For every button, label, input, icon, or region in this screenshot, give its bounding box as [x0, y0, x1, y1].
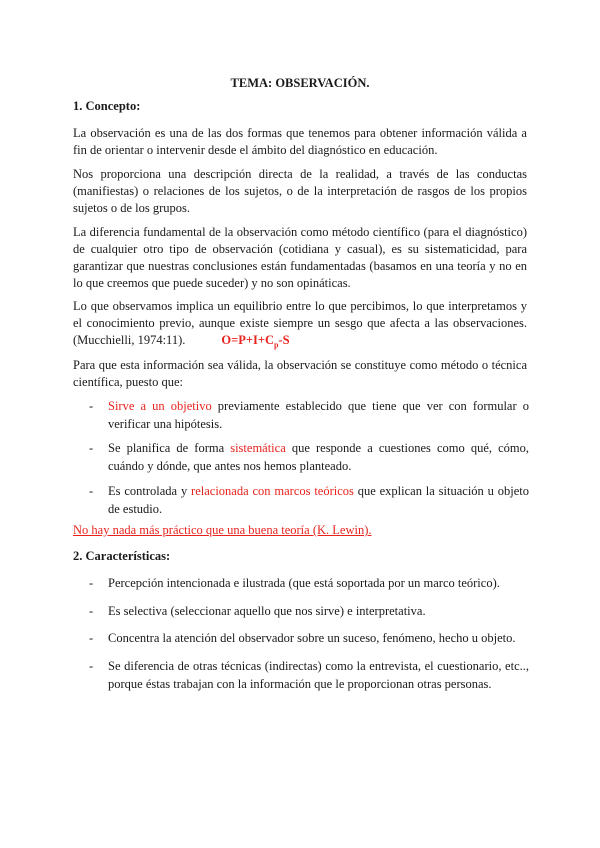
formula-tail: -S: [278, 333, 290, 347]
list-item-text: [108, 440, 529, 475]
section-heading-concepto: 1. Concepto:: [73, 99, 141, 113]
list-item-text: Concentra la atención del observador sobre un suceso, fenómeno, hecho u objeto.: [108, 631, 516, 645]
list-item-text: [108, 483, 529, 518]
paragraph-3: La diferencia fundamental de la observación como método científico (para el diagnóstico) de cualquier otro tipo de observación (cotidiana y casual), es su sistematicidad, para garantizar que nuestras conclusiones están fundamentadas (basamos en una teoría y no en lo que creemos que puede suceder) y no son opináticas.: [73, 225, 527, 290]
section-heading-caracteristicas: 2. Características:: [73, 549, 171, 563]
document-title: TEMA: OBSERVACIÓN.: [230, 76, 370, 90]
list-item: [89, 440, 529, 475]
formula-subscript: p: [274, 340, 279, 350]
list-item: [89, 658, 529, 693]
bullet-dash: -: [89, 576, 94, 590]
list-item-rest: que explican la situación u objeto de estudio.: [108, 484, 529, 516]
list-item-text: Es selectiva (seleccionar aquello que nos sirve) e interpretativa.: [108, 604, 426, 618]
formula: [221, 333, 290, 350]
list-item: [89, 483, 529, 518]
list-item: [89, 575, 529, 593]
list-item-pre: Es controlada y: [108, 484, 192, 498]
bullet-dash: -: [89, 659, 94, 673]
bullet-dash: -: [89, 631, 94, 645]
list-item-rest: previamente establecido que tiene que ver con formular o verificar una hipótesis.: [108, 399, 529, 431]
list-item-text: Se diferencia de otras técnicas (indirectas) como la entrevista, el cuestionario, etc.., porque éstas trabajan con la información que le proporcionan otras personas.: [108, 659, 529, 691]
bullet-dash: -: [89, 441, 94, 455]
highlight-text: sistemática: [230, 441, 286, 455]
list-item: [89, 630, 529, 648]
bullet-dash: -: [89, 484, 94, 498]
paragraph-4: [73, 298, 527, 354]
highlight-text: Sirve a un objetivo: [108, 399, 212, 413]
paragraph-4-text: Lo que observamos implica un equilibrio entre lo que percibimos, lo que interpretamos y el conocimiento previo, aunque existe siempre un sesgo que afecta a las observaciones. (Mucchielli, 1974:11).: [73, 299, 527, 347]
formula-main: O=P+I+C: [221, 333, 274, 347]
paragraph-1: La observación es una de las dos formas que tenemos para obtener información válida a fin de orientar o intervenir desde el ámbito del diagnóstico en educación.: [73, 126, 527, 157]
list-item-text: [108, 398, 529, 433]
list-item-text: Percepción intencionada e ilustrada (que está soportada por un marco teórico).: [108, 576, 500, 590]
list-item: [89, 398, 529, 433]
list-item-rest: que responde a cuestiones como qué, cómo, cuándo y dónde, que antes nos hemos planteado.: [108, 441, 529, 473]
highlight-text: relacionada con marcos teóricos: [191, 484, 354, 498]
paragraph-5: Para que esta información sea válida, la observación se constituye como método o técnica científica, puesto que:: [73, 358, 527, 389]
bullet-dash: -: [89, 399, 94, 413]
list-item: [89, 603, 529, 621]
paragraph-2: Nos proporciona una descripción directa de la realidad, a través de las conductas (manifiestas) o relaciones de los sujetos, o de la interpretación de rasgos de los propios sujetos o de los grupos.: [73, 167, 527, 215]
bullet-dash: -: [89, 604, 94, 618]
lewin-quote: No hay nada más práctico que una buena teoría (K. Lewin).: [73, 523, 372, 537]
list-item-pre: Se planifica de forma: [108, 441, 231, 455]
